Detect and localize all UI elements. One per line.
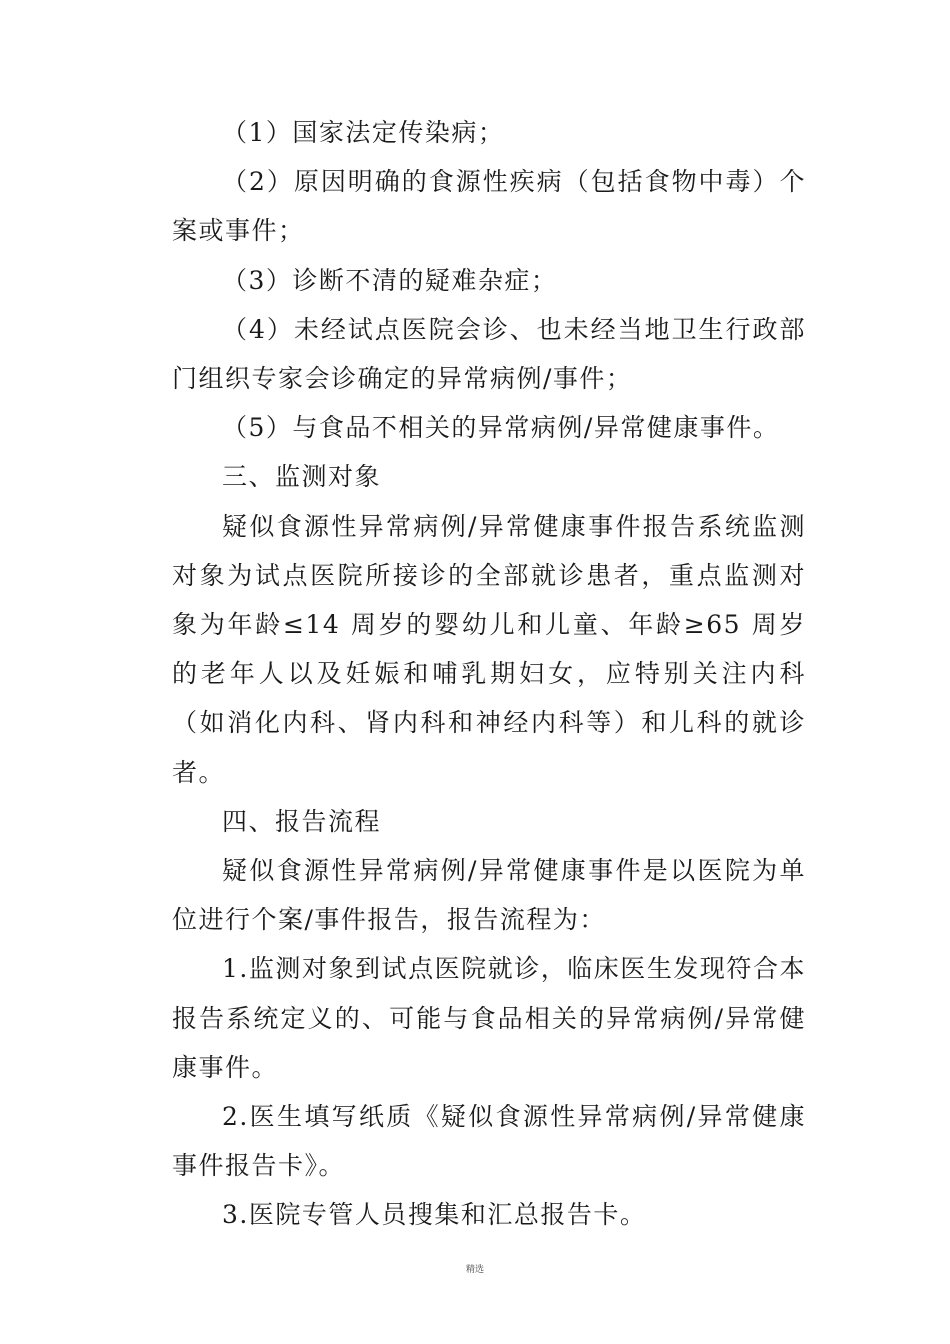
page-footer: 精选 <box>465 1265 484 1275</box>
document-body <box>172 108 806 1240</box>
list-item-non-food-related: （5）与食品不相关的异常病例/异常健康事件。 <box>222 413 780 443</box>
process-step-2: 2.医生填写纸质《疑似食源性异常病例/异常健康事件报告卡》。 <box>172 1102 806 1181</box>
list-item-notifiable-diseases: （1）国家法定传染病； <box>222 118 505 147</box>
list-item-foodborne-disease: （2）原因明确的食源性疾病（包括食物中毒）个案或事件； <box>172 167 806 246</box>
paragraph-monitoring-targets: 疑似食源性异常病例/异常健康事件报告系统监测对象为试点医院所接诊的全部就诊患者，重点监测对象为年龄≤14 周岁的婴幼儿和儿童、年龄≥65 周岁的老年人以及妊娠和哺乳期妇女，应特别关注内科（如消化内科、肾内科和神经内科等）和儿科的就诊者。 <box>172 511 806 787</box>
section-heading-reporting-process: 四、报告流程 <box>222 806 382 836</box>
process-step-1: 1.监测对象到试点医院就诊，临床医生发现符合本报告系统定义的、可能与食品相关的异常病例/异常健康事件。 <box>172 954 806 1082</box>
process-step-3: 3.医院专管人员搜集和汇总报告卡。 <box>222 1200 647 1230</box>
section-heading-monitoring-targets: 三、监测对象 <box>222 462 382 492</box>
list-item-unconsulted-cases: （4）未经试点医院会诊、也未经当地卫生行政部门组织专家会诊确定的异常病例/事件； <box>172 314 806 394</box>
list-item-unclear-diagnosis: （3）诊断不清的疑难杂症； <box>222 265 558 295</box>
paragraph-reporting-intro: 疑似食源性异常病例/异常健康事件是以医院为单位进行个案/事件报告，报告流程为： <box>172 856 806 935</box>
